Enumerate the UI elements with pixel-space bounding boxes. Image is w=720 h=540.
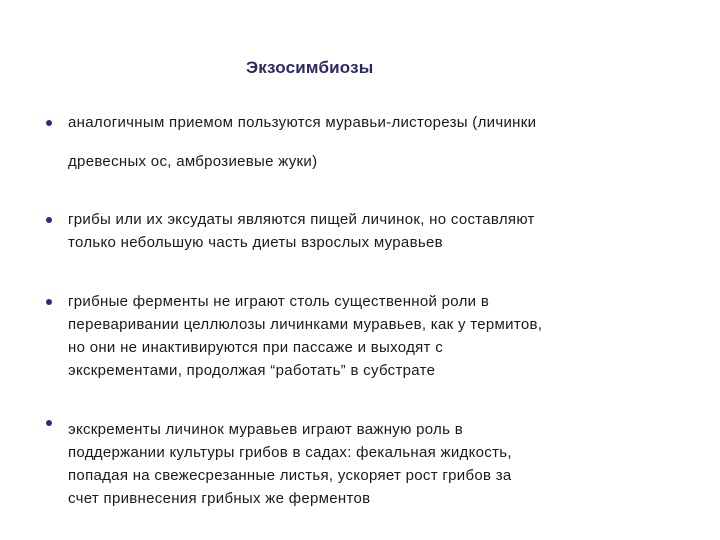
bullet-4-line-2: поддержании культуры грибов в садах: фекальная жидкость, bbox=[68, 444, 512, 461]
bullet-4-line-3: попадая на свежесрезанные листья, ускоряет рост грибов за bbox=[68, 467, 512, 484]
bullet-3-line-3: но они не инактивируются при пассаже и выходят с bbox=[68, 339, 443, 356]
bullet-1-line-2: древесных ос, амброзиевые жуки) bbox=[68, 153, 318, 170]
bullet-3-line-1: грибные ферменты не играют столь существенной роли в bbox=[68, 293, 490, 310]
bullet-1-text bbox=[68, 111, 708, 173]
bullet-1-line-1: аналогичным приемом пользуются муравьи-листорезы (личинки bbox=[68, 114, 537, 131]
bullet-3-marker bbox=[46, 299, 52, 305]
bullet-4-line-1: экскременты личинок муравьев играют важную роль в bbox=[68, 421, 463, 438]
bullet-3-text bbox=[68, 290, 708, 382]
bullet-3-line-2: переваривании целлюлозы личинками муравьев, как у термитов, bbox=[68, 316, 543, 333]
bullet-2-text bbox=[68, 208, 708, 254]
bullet-3-line-4: экскрементами, продолжая “работать” в субстрате bbox=[68, 362, 436, 379]
bullet-1-marker bbox=[46, 120, 52, 126]
bullet-4-line-4: счет привнесения грибных же ферментов bbox=[68, 490, 371, 507]
bullet-2-marker bbox=[46, 217, 52, 223]
bullet-2-line-2: только небольшую часть диеты взрослых муравьев bbox=[68, 234, 443, 251]
bullet-2-line-1: грибы или их эксудаты являются пищей личинок, но составляют bbox=[68, 211, 535, 228]
bullet-4-text bbox=[68, 418, 708, 510]
bullet-4-marker bbox=[46, 420, 52, 426]
slide-title: Экзосимбиозы bbox=[246, 58, 374, 77]
